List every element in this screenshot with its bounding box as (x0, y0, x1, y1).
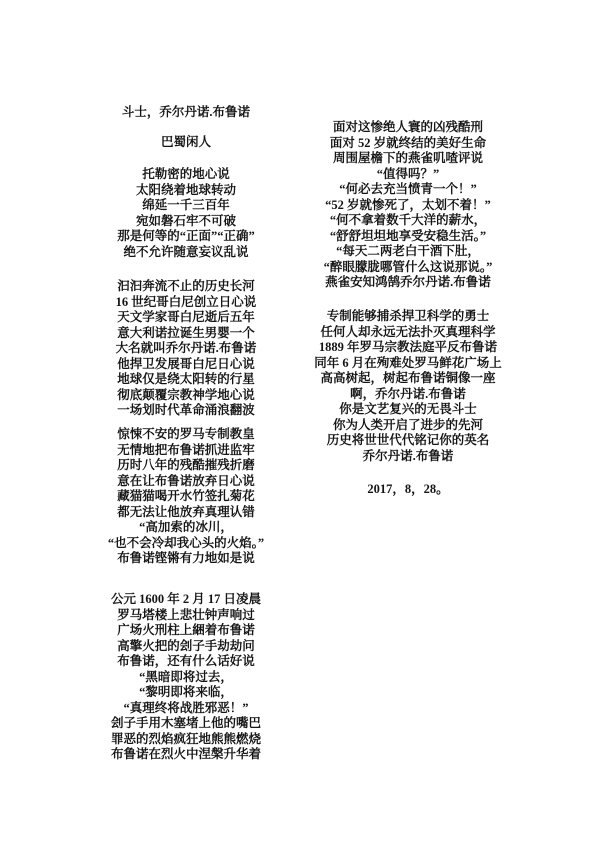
poem-line: 刽子手用木塞堵上他的嘴巴 (110, 716, 261, 730)
poem-line: “高加索的冰川， (139, 520, 233, 534)
poem-line: 罪恶的烈焰疯狂地熊熊燃烧 (110, 731, 261, 746)
poem-line: 历史将世世代代铭记你的英名 (326, 433, 490, 447)
poem-line: “也不会冷却我心头的火焰。” (107, 535, 265, 550)
poem-line: 无情地把布鲁诺抓进监牢 (117, 442, 255, 457)
poem-line: 意大利诺拉诞生男婴一个 (117, 325, 255, 340)
right-column (282, 0, 534, 849)
poem-line: 16 世纪哥白尼创立日心说 (115, 294, 257, 309)
poem-line: 天文学家哥白尼逝后五年 (117, 310, 255, 324)
poem-line: 地球仅是绕太阳转的行星 (117, 372, 255, 386)
poem-line: 彻底颠覆宗教神学地心说 (117, 387, 255, 402)
poem-line: 太阳绕着地球转动 (135, 182, 236, 197)
poem-line: 宛如磐石牢不可破 (135, 213, 236, 228)
poem-line: 周围屋檐下的燕雀叽喳评说 (332, 151, 483, 165)
poem-line: 广场火刑柱上綑着布鲁诺 (117, 623, 255, 637)
poem-line: 那是何等的“正面”“正确” (117, 229, 255, 243)
poem-line: 任何人却永远无法扑灭真理科学 (320, 324, 496, 339)
stanza-sparrows-gossip (282, 120, 534, 291)
poem-line: “醉眼朦胧哪管什么这说那说。” (323, 259, 493, 274)
poem-line: “真理终将战胜邪恶！” (123, 700, 249, 715)
poem-line: 藏猫猫喝开水竹签扎菊花 (117, 489, 255, 503)
poem-line: 公元 1600 年 2 月 17 日凌晨 (110, 592, 261, 606)
poem-line: 一场划时代革命涌浪翻波 (117, 403, 255, 417)
poem-line: 面对这惨绝人寰的凶残酷刑 (332, 120, 483, 134)
poem-line: “何不拿着数千大洋的薪水， (329, 213, 487, 227)
poem-date: 2017，8，28。 (367, 482, 449, 496)
poem-line: “舒舒坦坦地享受安稳生活。” (329, 228, 487, 243)
poem-line: “52 岁就惨死了，太划不着！” (325, 197, 491, 212)
poem-line: 历时八年的残酷摧残折磨 (117, 458, 255, 472)
poem-line: 高擎火把的刽子手劫劫问 (117, 638, 255, 653)
poem-line: 罗马塔楼上悲壮钟声响过 (117, 607, 255, 622)
poem-line: 绵延一千三百年 (142, 198, 230, 212)
poem-line: “值得吗？” (376, 166, 440, 181)
poem-line: 燕雀安知鸿鹄乔尔丹诺.布鲁诺 (325, 275, 491, 289)
poem-line: “每天二两老白干酒下肚， (336, 244, 480, 258)
stanza-geocentric-doctrine (60, 167, 312, 260)
poem-line: 同年 6 月在殉难处罗马鲜花广场上 (314, 355, 502, 370)
poem-line: 乔尔丹诺.布鲁诺 (362, 448, 454, 463)
poem-line: 汩汩奔流不止的历史长河 (117, 279, 255, 293)
poem-line: 高高树起，树起布鲁诺铜像一座 (320, 371, 496, 385)
poem-line: 绝不允许随意妄议乱说 (123, 244, 249, 259)
poem-line: 专制能够捕杀捍卫科学的勇士 (326, 309, 490, 323)
poem-line: 面对 52 岁就终结的美好生命 (329, 135, 487, 150)
poem-line: 意在让布鲁诺放弃日心说 (117, 473, 255, 488)
poem-line: 布鲁诺在烈火中涅槃升华着 (110, 747, 261, 761)
poem-author: 巴蜀闲人 (160, 135, 211, 149)
poem-line: “何必去充当愤青一个！” (339, 182, 477, 196)
poem-line: 托勒密的地心说 (142, 167, 230, 181)
poem-title: 斗士，乔尔丹诺.布鲁诺 (121, 105, 251, 119)
poem-line: 啊，乔尔丹诺.布鲁诺 (350, 386, 466, 401)
poem-line: “黎明即将来临， (139, 685, 233, 699)
poem-line: 惊悚不安的罗马专制教皇 (117, 427, 255, 441)
poem-line: 1889 年罗马宗教法庭平反布鲁诺 (318, 340, 498, 354)
poem-line: 布鲁诺铿锵有力地如是说 (117, 551, 255, 565)
stanza-vindication-tribute (282, 309, 534, 464)
poem-line: 布鲁诺，还有什么话好说 (117, 654, 255, 668)
stanza-imprisonment (60, 427, 312, 567)
stanza-execution (60, 592, 312, 763)
poem-line: 你为人类开启了进步的先河 (332, 417, 483, 432)
poem-line: 大名就叫乔尔丹诺.布鲁诺 (115, 341, 257, 355)
poem-line: 都无法让他放弃真理认错 (117, 504, 255, 519)
poem-line: 你是文艺复兴的无畏斗士 (339, 402, 477, 416)
stanza-copernicus-bruno (60, 279, 312, 419)
poem-line: 他捍卫发展哥白尼日心说 (117, 356, 255, 371)
poem-line: “黑暗即将过去， (139, 669, 233, 684)
left-column (60, 0, 312, 849)
